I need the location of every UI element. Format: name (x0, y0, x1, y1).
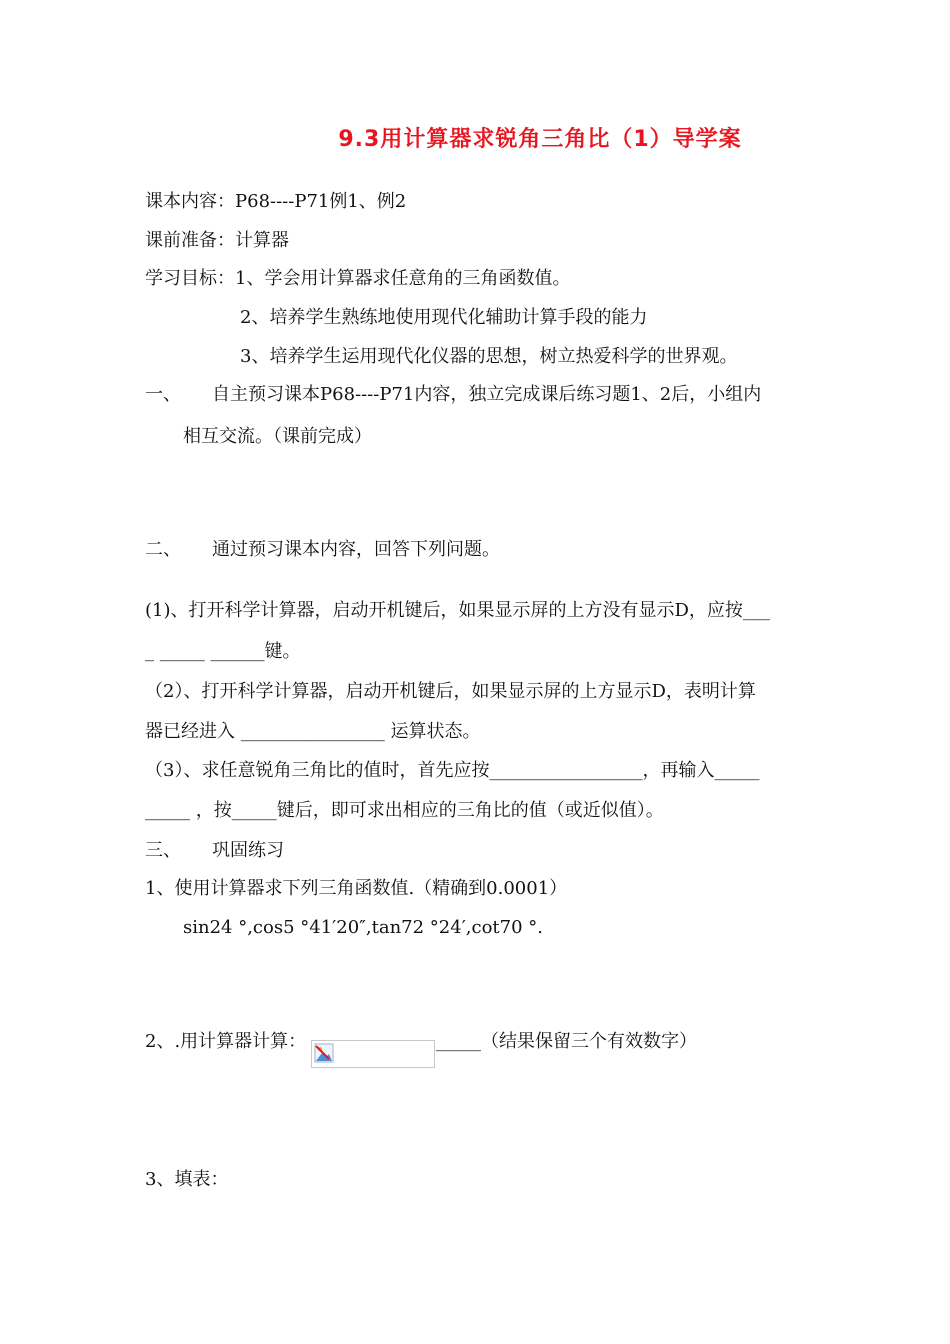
section-2-number: 二、 (145, 539, 181, 560)
broken-image-icon (314, 1043, 334, 1063)
textbook-content: 课本内容：P68----P71例1、例2 (145, 191, 407, 212)
exercise-2-prefix: 2、.用计算器计算： (145, 1031, 307, 1052)
class-preparation: 课前准备：计算器 (145, 230, 289, 251)
formula-image-placeholder (311, 1040, 435, 1068)
section-3-number: 三、 (145, 840, 181, 861)
exercise-1-items: sin24 °,cos5 °41′20″,tan72 °24′,cot70 °. (183, 917, 543, 938)
learning-goals-label-row (145, 267, 570, 291)
question-3-line-1: （3）、求任意锐角三角比的值时，首先应按_________________，再输入_____ (145, 760, 760, 781)
question-1-line-1: (1)、打开科学计算器，启动开机键后，如果显示屏的上方没有显示D，应按___ (145, 600, 770, 621)
document-title: 9.3用计算器求锐角三角比（1）导学案 (338, 127, 742, 152)
section-3-heading: 巩固练习 (212, 840, 284, 861)
exercise-1: 1、使用计算器求下列三角函数值.（精确到0.0001） (145, 878, 568, 899)
question-3-line-2: _____ ，按_____键后，即可求出相应的三角比的值（或近似值）。 (145, 800, 664, 821)
section-1-line-1: 自主预习课本P68----P71内容，独立完成课后练习题1、2后，小组内 (212, 384, 762, 405)
learning-goal-1: 1、学会用计算器求任意角的三角函数值。 (235, 268, 571, 289)
learning-goals-label: 学习目标： (145, 268, 235, 289)
exercise-2-suffix: _____（结果保留三个有效数字） (436, 1031, 697, 1052)
exercise-3: 3、填表： (145, 1169, 229, 1190)
question-1-line-2: _ _____ ______键。 (145, 641, 301, 662)
question-2-line-2: 器已经进入 ________________ 运算状态。 (145, 721, 481, 742)
question-2-line-1: （2）、打开科学计算器，启动开机键后，如果显示屏的上方显示D，表明计算 (145, 681, 756, 702)
section-2-heading: 通过预习课本内容，回答下列问题。 (212, 539, 500, 560)
learning-goal-2: 2、培养学生熟练地使用现代化辅助计算手段的能力 (240, 307, 648, 328)
learning-goal-3: 3、培养学生运用现代化仪器的思想，树立热爱科学的世界观。 (240, 346, 738, 367)
section-1-line-2: 相互交流。（课前完成） (183, 426, 372, 447)
section-1-number: 一、 (145, 384, 181, 405)
